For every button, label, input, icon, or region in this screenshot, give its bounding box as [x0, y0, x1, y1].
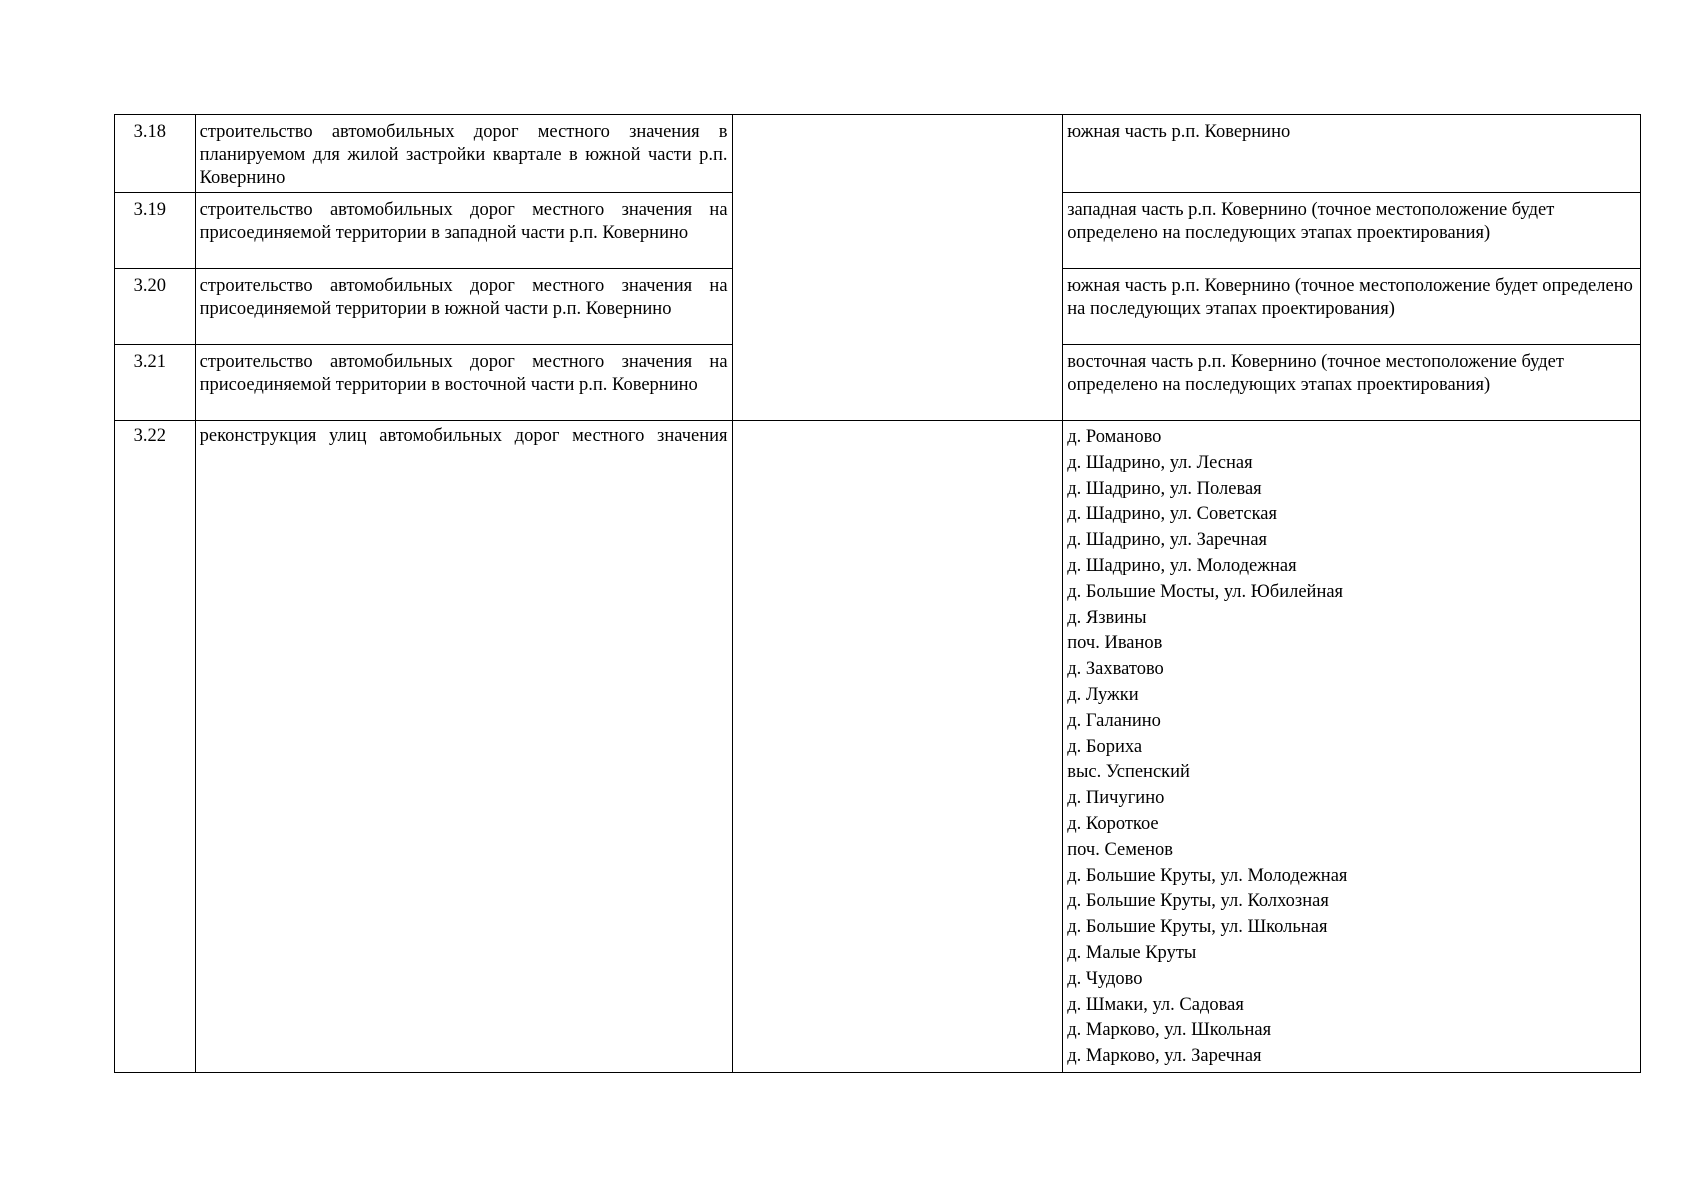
row-description — [195, 345, 732, 421]
row-number: 3.21 — [115, 345, 196, 421]
location-item: д. Большие Круты, ул. Школьная — [1067, 917, 1328, 938]
location-item: д. Большие Мосты, ул. Юбилейная — [1067, 581, 1344, 602]
empty-cell — [732, 421, 1063, 1073]
location-item: д. Шмаки, ул. Садовая — [1067, 994, 1244, 1015]
row-number: 3.19 — [115, 193, 196, 269]
location-item: д. Шадрино, ул. Советская — [1067, 504, 1278, 525]
location-item: д. Малые Круты — [1067, 942, 1197, 963]
row-description — [195, 269, 732, 345]
location-item: д. Галанино — [1067, 710, 1161, 731]
location-item: д. Шадрино, ул. Молодежная — [1067, 555, 1297, 576]
location-item: д. Романово — [1067, 427, 1162, 447]
location-item: поч. Семенов — [1067, 839, 1174, 860]
location-item: д. Лужки — [1067, 684, 1139, 705]
location-item: д. Большие Круты, ул. Молодежная — [1067, 865, 1348, 886]
location-item: поч. Иванов — [1067, 633, 1163, 654]
location-item: д. Марково, ул. Заречная — [1067, 1046, 1262, 1067]
description-text: строительство автомобильных дорог местного значения на присоединяемой территории в западной части р.п. Ковернино — [199, 200, 728, 243]
description-text: строительство автомобильных дорог местного значения на присоединяемой территории в южной части р.п. Ковернино — [199, 276, 728, 319]
location-item: д. Бориха — [1067, 736, 1143, 757]
row-location: восточная часть р.п. Ковернино (точное местоположение будет определено на последующих этапах проектирования) — [1063, 345, 1641, 421]
row-location — [1063, 421, 1641, 1073]
location-item: д. Шадрино, ул. Заречная — [1067, 530, 1268, 551]
description-text: строительство автомобильных дорог местного значения в планируемом для жилой застройки квартале в южной части р.п. Ковернино — [199, 122, 728, 188]
row-location: южная часть р.п. Ковернино (точное местоположение будет определено на последующих этапах проектирования) — [1063, 269, 1641, 345]
location-item: д. Язвины — [1067, 607, 1147, 628]
location-item: выс. Успенский — [1067, 762, 1190, 783]
location-item: д. Чудово — [1067, 968, 1143, 989]
table-row — [115, 421, 1641, 1073]
table-row — [115, 115, 1641, 193]
description-text: строительство автомобильных дорог местного значения на присоединяемой территории в восточной части р.п. Ковернино — [199, 352, 728, 395]
location-item: д. Большие Круты, ул. Колхозная — [1067, 891, 1329, 912]
row-number: 3.22 — [115, 421, 196, 1073]
row-description — [195, 193, 732, 269]
row-location: западная часть р.п. Ковернино (точное местоположение будет определено на последующих этапах проектирования) — [1063, 193, 1641, 269]
location-item: д. Шадрино, ул. Лесная — [1067, 452, 1253, 473]
description-text: реконструкция улиц автомобильных дорог местного значения — [199, 426, 728, 446]
row-location: южная часть р.п. Ковернино — [1063, 115, 1641, 193]
objects-table — [114, 114, 1641, 1073]
row-description — [195, 421, 732, 1073]
location-item: д. Захватово — [1067, 659, 1164, 680]
locations-list — [1067, 425, 1636, 1070]
location-item: д. Шадрино, ул. Полевая — [1067, 478, 1262, 499]
row-number: 3.20 — [115, 269, 196, 345]
row-description — [195, 115, 732, 193]
merged-empty-cell — [732, 115, 1063, 421]
location-item: д. Короткое — [1067, 813, 1159, 834]
location-item: д. Пичугино — [1067, 788, 1165, 809]
row-number: 3.18 — [115, 115, 196, 193]
location-item: д. Марково, ул. Школьная — [1067, 1020, 1272, 1041]
